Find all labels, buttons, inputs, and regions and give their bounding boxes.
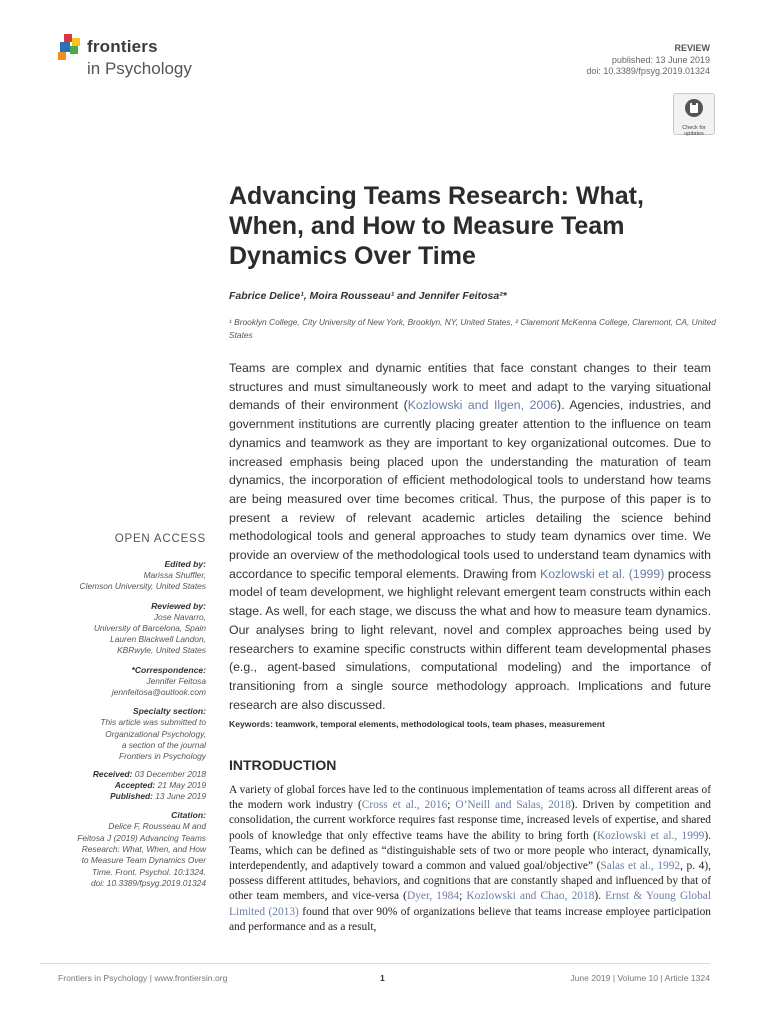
- footer-journal-link[interactable]: Frontiers in Psychology | www.frontiersin.org: [58, 973, 228, 983]
- body-text: ). Driven by competition and consolidation, the current workforce requires fast response time, increased levels of expertise, and shared pools of knowledge that only effective teams have the ability to bring forth (: [229, 799, 711, 842]
- published-value: 13 June 2019: [155, 791, 206, 802]
- citation-link[interactable]: O’Neill and Salas, 2018: [455, 799, 571, 812]
- published-date: published: 13 June 2019: [611, 55, 710, 65]
- reviewer-name[interactable]: Lauren Blackwell Landon,: [110, 634, 206, 645]
- abstract: [229, 359, 711, 714]
- published-date-sidebar: [40, 791, 206, 802]
- citation-label: Citation:: [171, 810, 206, 821]
- received-date: [40, 769, 206, 780]
- citation-link[interactable]: Dyer, 1984: [406, 890, 460, 903]
- doi-link[interactable]: doi: 10.3389/fpsyg.2019.01324: [586, 66, 710, 76]
- edited-by-label: Edited by:: [164, 559, 206, 569]
- reviewer-affiliation: University of Barcelona, Spain: [93, 622, 206, 633]
- correspondence-label: *Correspondence:: [131, 664, 206, 675]
- citation-doi[interactable]: doi: 10.3389/fpsyg.2019.01324: [90, 877, 206, 888]
- citation-link[interactable]: Cross et al., 2016: [361, 799, 448, 812]
- accepted-label: Accepted:: [114, 779, 156, 790]
- page-number: 1: [380, 973, 385, 983]
- accepted-value: 21 May 2019: [157, 779, 206, 790]
- open-access-label: OPEN ACCESS: [114, 533, 206, 545]
- body-text: , p. 4), possess different attitudes, behaviors, and cognitions that are constantly shaped and influenced by that of other team members, and vice-versa (: [229, 860, 711, 903]
- reviewer-name[interactable]: Jose Navarro,: [153, 611, 206, 622]
- keywords: [229, 719, 605, 729]
- introduction-heading: INTRODUCTION: [229, 757, 337, 773]
- citation-line: Delice F, Rousseau M and: [108, 821, 206, 832]
- specialty-line: Organizational Psychology,: [105, 728, 206, 739]
- specialty-line: This article was submitted to: [100, 717, 206, 728]
- body-text: found that over 90% of organizations believe that teams increase employee participation and performance and as a result,: [229, 905, 712, 933]
- received-label: Received:: [92, 768, 133, 779]
- article-title: Advancing Teams Research: What, When, and How to Measure Team Dynamics Over Time: [229, 182, 644, 270]
- editor-name[interactable]: Marissa Shuffler,: [143, 570, 206, 580]
- logo-wordmark: frontiers: [87, 37, 158, 56]
- reviewed-by-label: Reviewed by:: [151, 600, 206, 611]
- frontiers-logo-mark-icon: [58, 34, 84, 64]
- citation-link[interactable]: Kozlowski et al. (1999): [540, 566, 665, 581]
- specialty-line: a section of the journal: [121, 739, 206, 750]
- correspondence-email[interactable]: jennfeitosa@outlook.com: [111, 687, 206, 698]
- citation-line: Research: What, When, and How: [81, 844, 206, 855]
- author-list[interactable]: Fabrice Delice¹, Moira Rousseau¹ and Jennifer Feitosa²*: [229, 290, 507, 302]
- footer-divider: [40, 963, 710, 964]
- received-value: 03 December 2018: [134, 768, 206, 779]
- citation-link[interactable]: Ernst & Young Global Limited (2013): [229, 890, 711, 918]
- body-text: A variety of global forces have led to the continuous implementation of teams across all different areas of the modern work industry (: [229, 784, 711, 812]
- citation-link[interactable]: Kozlowski et al., 1999: [596, 829, 705, 842]
- correspondence-name: Jennifer Feitosa: [146, 675, 206, 686]
- body-text: ;: [459, 890, 467, 903]
- editor-affiliation: Clemson University, United States: [79, 581, 206, 592]
- check-updates-label: Check for updates: [682, 125, 706, 137]
- article-type-label: REVIEW: [674, 43, 710, 53]
- abstract-text: ). Agencies, industries, and government institutions are currently placing greater attention to the influence on team dynamics and teamwork as they are important to key organizational outcomes. Due to increased emphasis being placed upon the understanding the maturation of team dynamics, the incorporation of efficient methodological tools to understand how teams are being measured over time becomes critical. Thus, the purpose of this paper is to present a review of relevant academic articles detailing the science behind methodological tools and general approaches to study team dynamics over time. We provide an overview of the methodological tools used to understand team dynamics with accordance to specific temporal elements. Drawing from: [229, 398, 711, 581]
- keywords-list: teamwork, temporal elements, methodological tools, team phases, measurement: [275, 719, 605, 729]
- reviewer-affiliation: KBRwyle, United States: [117, 645, 206, 656]
- check-updates-icon: [684, 98, 704, 118]
- citation-link[interactable]: Kozlowski and Chao, 2018: [466, 890, 595, 903]
- citation-line: Time. Front. Psychol. 10:1324.: [92, 866, 206, 877]
- affiliations: ¹ Brooklyn College, City University of New York, Brooklyn, NY, United States, ² Claremont McKenna College, Claremont, CA, United States: [229, 317, 716, 340]
- body-text: ). Teams, which can be defined as “distinguishable sets of two or more people who interact, dynamically, interdependently, and adaptively toward a common and valued goal/objective” (: [229, 829, 711, 873]
- citation-link[interactable]: Salas et al., 1992: [600, 860, 681, 873]
- citation-line: Feitosa J (2019) Advancing Teams: [77, 832, 206, 843]
- body-text: ).: [594, 890, 606, 903]
- article-info-sidebar: [40, 533, 206, 889]
- abstract-text: Teams are complex and dynamic entities that face constant changes to their team structures and must simultaneously work to meet and adapt to the varying situational demands of their environment (: [229, 361, 711, 413]
- keywords-label: Keywords:: [229, 719, 273, 729]
- footer-volume-info: June 2019 | Volume 10 | Article 1324: [570, 973, 710, 983]
- check-for-updates-button[interactable]: [673, 93, 715, 135]
- citation-line: to Measure Team Dynamics Over: [81, 855, 206, 866]
- logo-journal-name: in Psychology: [87, 59, 192, 78]
- citation-link[interactable]: Kozlowski and Ilgen, 2006: [407, 398, 557, 413]
- body-text: ;: [447, 799, 456, 812]
- introduction-body: [229, 783, 711, 935]
- specialty-section-label: Specialty section:: [132, 706, 206, 717]
- published-label: Published:: [110, 791, 153, 802]
- accepted-date: [40, 780, 206, 791]
- abstract-text: process model of team development, we highlight relevant emergent team constructs within each stage. As well, for each stage, we discuss the what and how to measure team dynamics. Our analyses bring to light relevant, novel and complex approaches being used by researchers to examine specific constructs within different team developmental phases (e.g., agent-based simulations, computational modeling) and the importance of transitioning from a single source methodology approach. Implications and future research are also discussed.: [229, 566, 711, 712]
- specialty-line: Frontiers in Psychology: [118, 751, 206, 762]
